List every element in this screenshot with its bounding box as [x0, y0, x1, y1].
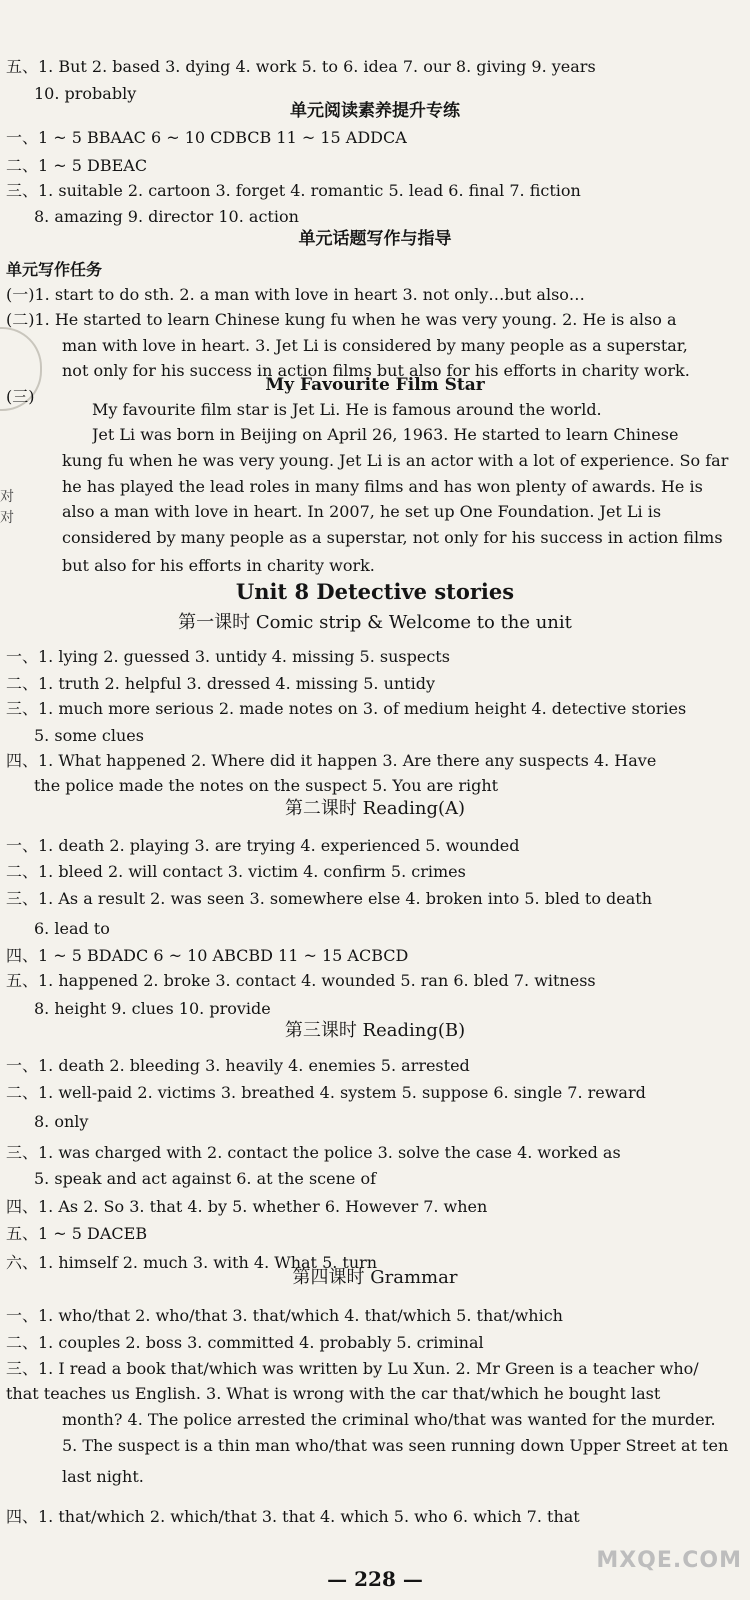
line-reading-3-cont: 8. amazing 9. director 10. action: [34, 207, 299, 226]
essay-title: My Favourite Film Star: [265, 375, 485, 395]
essay-line-3: kung fu when he was very young. Jet Li is an actor with a lot of experience. So far: [62, 451, 729, 470]
l3-line-5: 五、1 ~ 5 DACEB: [6, 1224, 148, 1243]
essay-line-4: he has played the lead roles in many films and has won plenty of awards. He is: [62, 477, 703, 496]
writing-part-2-cont2: not only for his success in action films but also for his efforts in charity work.: [62, 361, 690, 380]
l3-line-3-cont: 5. speak and act against 6. at the scene of: [34, 1169, 376, 1188]
writing-part-3-label: (三): [6, 387, 35, 406]
essay-line-1: My favourite film star is Jet Li. He is famous around the world.: [92, 400, 602, 419]
lesson-4-title: 第四课时 Grammar: [292, 1267, 458, 1288]
l1-line-4-cont: the police made the notes on the suspect 5. You are right: [34, 776, 499, 795]
section-title-writing: 单元话题写作与指导: [298, 229, 452, 249]
l3-line-4: 四、1. As 2. So 3. that 4. by 5. whether 6. However 7. when: [6, 1197, 488, 1216]
lesson-2-title: 第二课时 Reading(A): [284, 798, 466, 819]
lesson-3-title: 第三课时 Reading(B): [284, 1020, 466, 1041]
l4-line-4: 四、1. that/which 2. which/that 3. that 4. which 5. who 6. which 7. that: [6, 1507, 580, 1526]
writing-task-heading: 单元写作任务: [6, 260, 103, 279]
l2-line-5-cont: 8. height 9. clues 10. provide: [34, 999, 271, 1018]
l3-line-2: 二、1. well-paid 2. victims 3. breathed 4. system 5. suppose 6. single 7. reward: [6, 1083, 646, 1102]
l4-line-3-cont3: 5. The suspect is a thin man who/that was seen running down Upper Street at ten: [62, 1436, 729, 1455]
line-wu-answers-cont: 10. probably: [34, 84, 137, 103]
essay-line-7: but also for his efforts in charity work.: [62, 556, 375, 575]
l1-line-2: 二、1. truth 2. helpful 3. dressed 4. missing 5. untidy: [6, 674, 436, 693]
l4-line-1: 一、1. who/that 2. who/that 3. that/which 4. that/which 5. that/which: [6, 1306, 563, 1325]
line-wu-answers: 五、1. But 2. based 3. dying 4. work 5. to 6. idea 7. our 8. giving 9. years: [6, 57, 596, 76]
essay-line-2: Jet Li was born in Beijing on April 26, 1963. He started to learn Chinese: [92, 425, 679, 444]
l1-line-4: 四、1. What happened 2. Where did it happen 3. Are there any suspects 4. Have: [6, 751, 657, 770]
l4-line-3-cont: that teaches us English. 3. What is wrong with the car that/which he bought last: [6, 1384, 661, 1403]
l4-line-3-cont4: last night.: [62, 1467, 144, 1486]
line-reading-3: 三、1. suitable 2. cartoon 3. forget 4. romantic 5. lead 6. final 7. fiction: [6, 181, 581, 200]
writing-part-1: (一)1. start to do sth. 2. a man with love in heart 3. not only…but also…: [6, 285, 585, 304]
l4-line-3-cont2: month? 4. The police arrested the criminal who/that was wanted for the murder.: [62, 1410, 716, 1429]
l3-line-3: 三、1. was charged with 2. contact the police 3. solve the case 4. worked as: [6, 1143, 621, 1162]
essay-line-6: considered by many people as a superstar, not only for his success in action films: [62, 528, 723, 547]
l1-line-3: 三、1. much more serious 2. made notes on 3. of medium height 4. detective stories: [6, 699, 687, 718]
side-mark: 对: [0, 510, 14, 526]
writing-part-2-cont: man with love in heart. 3. Jet Li is considered by many people as a superstar,: [62, 336, 688, 355]
l2-line-3-cont: 6. lead to: [34, 919, 110, 938]
l4-line-3: 三、1. I read a book that/which was written by Lu Xun. 2. Mr Green is a teacher who/: [6, 1359, 699, 1378]
side-mark: 对: [0, 489, 14, 505]
l2-line-2: 二、1. bleed 2. will contact 3. victim 4. confirm 5. crimes: [6, 862, 466, 881]
l2-line-4: 四、1 ~ 5 BDADC 6 ~ 10 ABCBD 11 ~ 15 ACBCD: [6, 946, 409, 965]
line-reading-2: 二、1 ~ 5 DBEAC: [6, 156, 148, 175]
l1-line-1: 一、1. lying 2. guessed 3. untidy 4. missing 5. suspects: [6, 647, 450, 666]
page-number: — 228 —: [327, 1567, 423, 1591]
l1-line-3-cont: 5. some clues: [34, 726, 144, 745]
line-reading-1: 一、1 ~ 5 BBAAC 6 ~ 10 CDBCB 11 ~ 15 ADDCA: [6, 128, 407, 147]
l2-line-5: 五、1. happened 2. broke 3. contact 4. wounded 5. ran 6. bled 7. witness: [6, 971, 596, 990]
l3-line-1: 一、1. death 2. bleeding 3. heavily 4. enemies 5. arrested: [6, 1056, 470, 1075]
l3-line-6: 六、1. himself 2. much 3. with 4. What 5. turn: [6, 1253, 378, 1272]
l3-line-2-cont: 8. only: [34, 1112, 89, 1131]
section-title-reading: 单元阅读素养提升专练: [290, 101, 460, 121]
writing-part-2: (二)1. He started to learn Chinese kung fu when he was very young. 2. He is also a: [6, 310, 677, 329]
essay-line-5: also a man with love in heart. In 2007, he set up One Foundation. Jet Li is: [62, 502, 662, 521]
unit-title: Unit 8 Detective stories: [235, 579, 515, 604]
l2-line-3: 三、1. As a result 2. was seen 3. somewhere else 4. broken into 5. bled to death: [6, 889, 653, 908]
lesson-1-title: 第一课时 Comic strip & Welcome to the unit: [178, 612, 572, 633]
watermark-logo: MXQE.COM: [596, 1548, 742, 1573]
l2-line-1: 一、1. death 2. playing 3. are trying 4. experienced 5. wounded: [6, 836, 520, 855]
l4-line-2: 二、1. couples 2. boss 3. committed 4. probably 5. criminal: [6, 1333, 484, 1352]
